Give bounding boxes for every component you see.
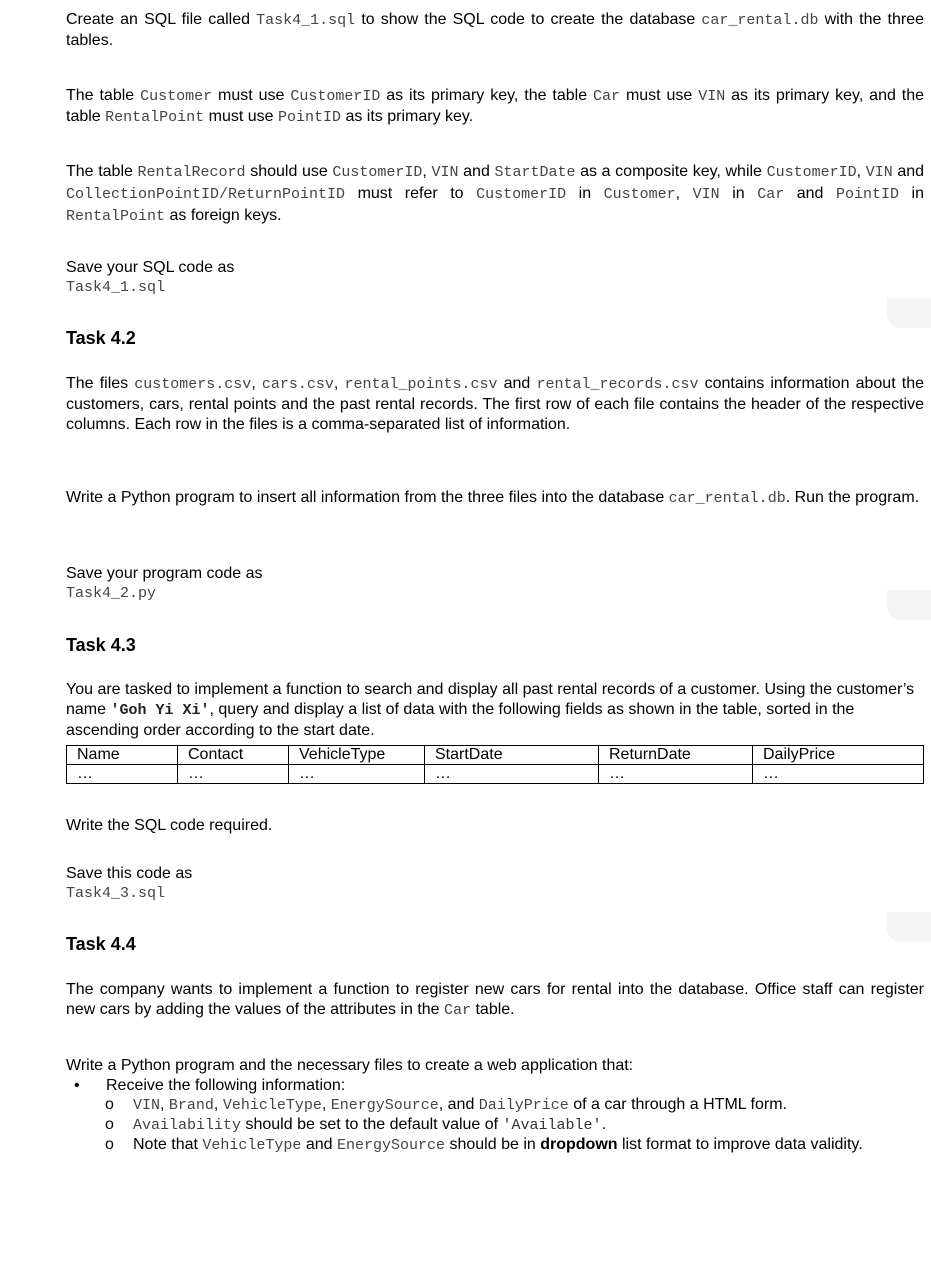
text: Note that bbox=[133, 1136, 203, 1153]
task-4-2-paragraph-2 bbox=[66, 488, 924, 509]
task-4-2-heading: Task 4.2 bbox=[66, 328, 136, 348]
task-4-4-paragraph-1 bbox=[66, 980, 924, 1021]
text: , and bbox=[438, 1096, 479, 1113]
text: should use bbox=[245, 163, 333, 180]
sub-list-item bbox=[66, 1135, 924, 1155]
database-code: car_rental.db bbox=[701, 12, 819, 29]
text: You are tasked to implement a function to search and display all past rental records of a customer. Using the customer’s name bbox=[66, 681, 915, 718]
code: rental_records.csv bbox=[536, 376, 699, 393]
text: Write a Python program to insert all information from the three files into the database bbox=[66, 489, 669, 506]
text: The files bbox=[66, 375, 135, 392]
code: VIN bbox=[698, 88, 726, 105]
task-4-3-paragraph-2 bbox=[66, 816, 924, 836]
table-header-cell: VehicleType bbox=[289, 746, 425, 765]
text: Receive the following information: bbox=[106, 1077, 346, 1094]
save-label: Save this code as bbox=[66, 865, 193, 882]
save-filename: Task4_1.sql bbox=[66, 279, 166, 296]
code: 'Available' bbox=[502, 1117, 602, 1134]
save-instruction-4-3 bbox=[66, 864, 924, 904]
text: and bbox=[458, 163, 495, 180]
text: table. bbox=[471, 1001, 515, 1018]
filename-code: Task4_1.sql bbox=[256, 12, 356, 29]
text: and bbox=[497, 375, 537, 392]
text: contains information about the customers, cars, rental points and the past rental records. The first row of each file contains the header of the respective columns. Each row in the files is a comma-separated list of information. bbox=[66, 375, 925, 433]
sub-list-item bbox=[66, 1115, 924, 1135]
text: as its primary key. bbox=[341, 108, 474, 125]
margin-mark bbox=[887, 298, 931, 328]
text: and bbox=[301, 1136, 337, 1153]
code: CustomerID bbox=[476, 186, 567, 203]
text: in bbox=[719, 185, 758, 202]
code: CustomerID bbox=[290, 88, 381, 105]
text: , bbox=[213, 1096, 223, 1113]
bullet-icon: • bbox=[74, 1077, 80, 1094]
text: of a car through a HTML form. bbox=[568, 1096, 787, 1113]
text: Write a Python program and the necessary files to create a web application that: bbox=[66, 1057, 634, 1074]
fields-table bbox=[66, 745, 924, 784]
sub-bullet-icon: o bbox=[105, 1136, 114, 1153]
text: as its primary key, and the table bbox=[66, 87, 925, 125]
code: DailyPrice bbox=[478, 1097, 569, 1114]
table-header-cell: Name bbox=[67, 746, 178, 765]
customer-name-code: 'Goh Yi Xi' bbox=[110, 702, 210, 719]
table-cell: … bbox=[425, 765, 599, 784]
text: to show the SQL code to create the database bbox=[355, 11, 702, 28]
code: CustomerID bbox=[332, 164, 423, 181]
table-cell: … bbox=[599, 765, 753, 784]
text: . bbox=[601, 1116, 607, 1133]
table-header-row bbox=[67, 746, 924, 765]
code: Customer bbox=[603, 186, 676, 203]
text: should be in bbox=[445, 1136, 541, 1153]
table-header-cell: ReturnDate bbox=[599, 746, 753, 765]
code: car_rental.db bbox=[668, 490, 786, 507]
intro-paragraph-2 bbox=[66, 86, 924, 128]
save-label: Save your program code as bbox=[66, 565, 263, 582]
code: VIN bbox=[865, 164, 893, 181]
table-cell: … bbox=[67, 765, 178, 784]
text: Create an SQL file called bbox=[66, 11, 257, 28]
text: The company wants to implement a function to register new cars for rental into the database. Office staff can register new cars by adding the values of the attributes in the bbox=[66, 981, 924, 1018]
code: rental_points.csv bbox=[344, 376, 498, 393]
save-instruction-4-2 bbox=[66, 564, 924, 604]
code: PointID bbox=[836, 186, 900, 203]
text: , query and display a list of data with the following fields as shown in the table, sorted in the ascending order according to the start date. bbox=[66, 701, 855, 739]
code: Brand bbox=[168, 1097, 214, 1114]
requirements-list bbox=[66, 1076, 924, 1155]
code: RentalPoint bbox=[66, 208, 166, 225]
text: must use bbox=[212, 87, 291, 104]
table-cell: … bbox=[178, 765, 289, 784]
table-cell: … bbox=[289, 765, 425, 784]
text: should be set to the default value of bbox=[241, 1116, 503, 1133]
text: in bbox=[899, 185, 925, 202]
text: , bbox=[675, 185, 693, 202]
code: Customer bbox=[140, 88, 213, 105]
sub-bullet-icon: o bbox=[105, 1096, 114, 1113]
text: list format to improve data validity. bbox=[617, 1136, 863, 1153]
code: Availability bbox=[133, 1117, 242, 1134]
text: , bbox=[333, 375, 345, 392]
text: Write the SQL code required. bbox=[66, 817, 273, 834]
code: cars.csv bbox=[261, 376, 334, 393]
list-item bbox=[66, 1076, 924, 1155]
text: , bbox=[321, 1096, 331, 1113]
sub-list-item bbox=[66, 1095, 924, 1115]
code: EnergySource bbox=[330, 1097, 439, 1114]
code: CollectionPointID/ReturnPointID bbox=[66, 186, 346, 203]
text: and bbox=[892, 163, 925, 180]
task-4-3-heading: Task 4.3 bbox=[66, 635, 136, 655]
code: EnergySource bbox=[337, 1137, 446, 1154]
text: , bbox=[251, 375, 262, 392]
emphasis-text: dropdown bbox=[540, 1136, 618, 1153]
text: , bbox=[160, 1096, 169, 1113]
margin-mark bbox=[887, 912, 931, 942]
task-4-3-paragraph-1 bbox=[66, 680, 924, 741]
table-header-cell: Contact bbox=[178, 746, 289, 765]
text: as its primary key, the table bbox=[380, 87, 594, 104]
code: RentalPoint bbox=[105, 109, 205, 126]
table-header-cell: StartDate bbox=[425, 746, 599, 765]
intro-paragraph-1 bbox=[66, 10, 924, 51]
code: VIN bbox=[692, 186, 720, 203]
text: must refer to bbox=[345, 185, 477, 202]
code: Car bbox=[444, 1002, 472, 1019]
text: and bbox=[784, 185, 836, 202]
text: The table bbox=[66, 87, 141, 104]
sub-bullet-icon: o bbox=[105, 1116, 114, 1133]
code: RentalRecord bbox=[137, 164, 246, 181]
task-4-2-paragraph-1 bbox=[66, 374, 924, 435]
code: Car bbox=[593, 88, 621, 105]
text: as foreign keys. bbox=[165, 207, 282, 224]
table-cell: … bbox=[753, 765, 924, 784]
save-filename: Task4_3.sql bbox=[66, 885, 166, 902]
table-row bbox=[67, 765, 924, 784]
text: as a composite key, while bbox=[575, 163, 767, 180]
text: must use bbox=[204, 108, 278, 125]
task-4-4-heading: Task 4.4 bbox=[66, 934, 136, 954]
code: VIN bbox=[431, 164, 459, 181]
intro-paragraph-3 bbox=[66, 161, 924, 227]
text: in bbox=[566, 185, 604, 202]
save-filename: Task4_2.py bbox=[66, 585, 157, 602]
save-instruction-4-1 bbox=[66, 258, 924, 298]
table-header-cell: DailyPrice bbox=[753, 746, 924, 765]
code: StartDate bbox=[494, 164, 576, 181]
text: , bbox=[856, 163, 866, 180]
margin-mark bbox=[887, 590, 931, 620]
text: with the three tables. bbox=[66, 11, 925, 49]
text: , bbox=[422, 163, 432, 180]
code: PointID bbox=[277, 109, 341, 126]
save-label: Save your SQL code as bbox=[66, 259, 235, 276]
code: VehicleType bbox=[202, 1137, 302, 1154]
text: must use bbox=[620, 87, 699, 104]
code: CustomerID bbox=[766, 164, 857, 181]
code: customers.csv bbox=[134, 376, 252, 393]
text: . Run the program. bbox=[785, 489, 920, 506]
code: VehicleType bbox=[222, 1097, 322, 1114]
text: The table bbox=[66, 163, 138, 180]
code: VIN bbox=[133, 1097, 161, 1114]
code: Car bbox=[757, 186, 785, 203]
task-4-4-paragraph-2 bbox=[66, 1056, 924, 1076]
